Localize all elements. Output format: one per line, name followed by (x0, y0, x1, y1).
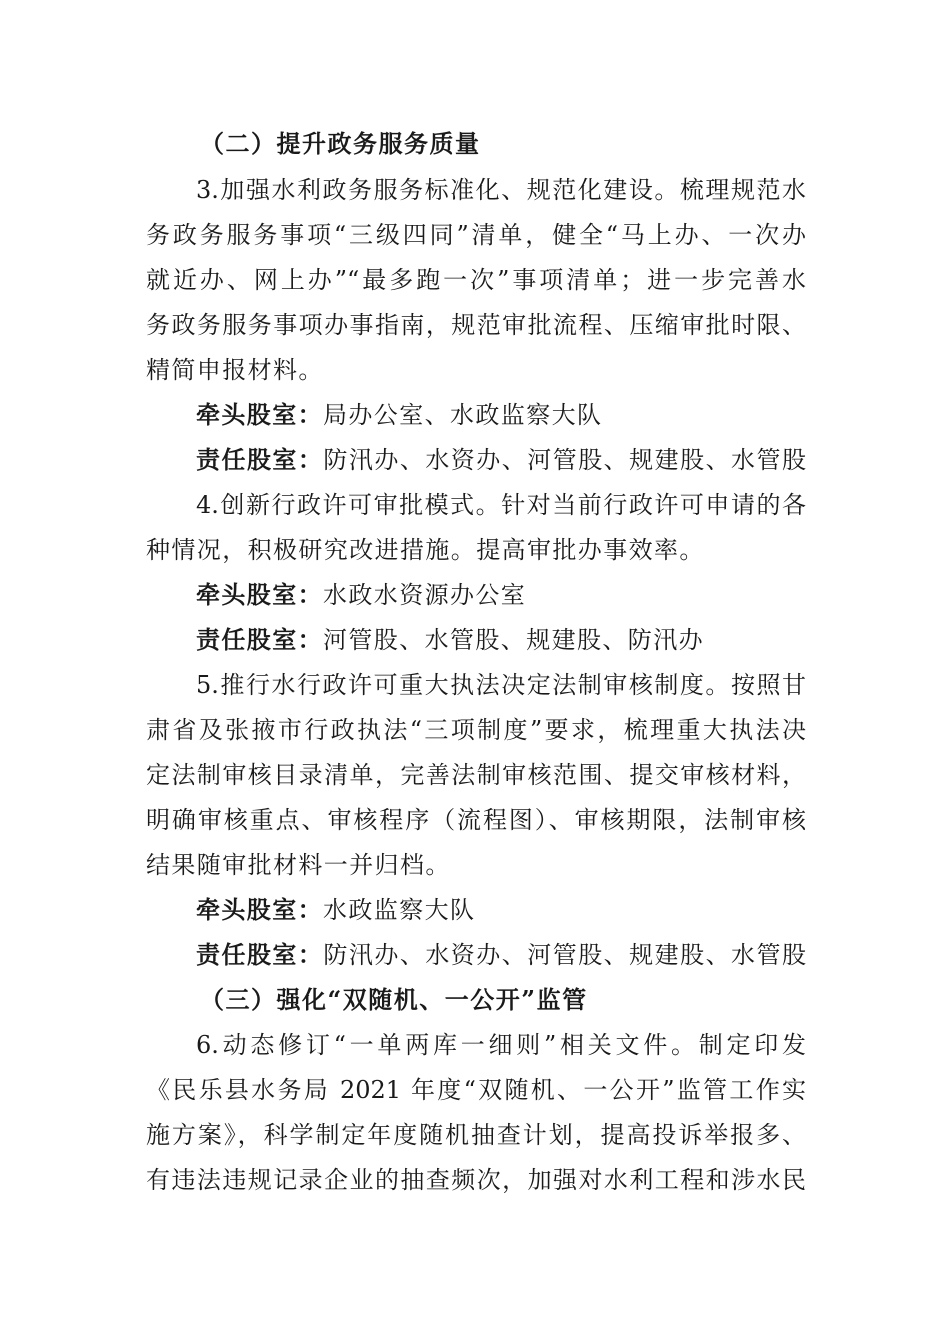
lead-label: 牵头股室： (196, 580, 323, 609)
responsible-department (196, 444, 806, 476)
paragraph-line: 3.加强水利政务服务标准化、规范化建设。梳理规范水 (196, 176, 806, 204)
responsible-department (196, 939, 806, 971)
paragraph-line: 明确审核重点、审核程序（流程图）、审核期限，法制审核 (146, 806, 806, 834)
lead-value: 局办公室、水政监察大队 (323, 401, 603, 429)
lead-label: 牵头股室： (196, 400, 323, 429)
paragraph-line: 定法制审核目录清单，完善法制审核范围、提交审核材料， (146, 761, 806, 789)
responsible-value: 防汛办、水资办、河管股、规建股、水管股 (323, 941, 806, 969)
lead-department (196, 399, 806, 431)
paragraph-line: 4.创新行政许可审批模式。针对当前行政许可申请的各 (196, 491, 806, 519)
responsible-label: 责任股室： (196, 940, 324, 969)
responsible-value: 河管股、水管股、规建股、防汛办 (323, 626, 704, 654)
responsible-department (196, 624, 806, 656)
section-heading-2: （二）提升政务服务质量 (200, 129, 481, 158)
paragraph-line: 务政务服务事项办事指南，规范审批流程、压缩审批时限、 (146, 311, 806, 339)
paragraph-line: 务政务服务事项“三级四同”清单，健全“马上办、一次办 (146, 221, 806, 249)
paragraph-line: 肃省及张掖市行政执法“三项制度”要求，梳理重大执法决 (146, 716, 806, 744)
paragraph-line: 施方案》，科学制定年度随机抽查计划，提高投诉举报多、 (146, 1121, 806, 1149)
responsible-value: 防汛办、水资办、河管股、规建股、水管股 (323, 446, 806, 474)
paragraph-line: 6.动态修订“一单两库一细则”相关文件。制定印发 (196, 1031, 806, 1059)
paragraph-line: 有违法违规记录企业的抽查频次，加强对水利工程和涉水民 (146, 1166, 806, 1194)
paragraph-line: 精简申报材料。 (146, 356, 324, 384)
paragraph-line: 结果随审批材料一并归档。 (146, 851, 451, 879)
section-heading-3: （三）强化“双随机、一公开”监管 (200, 985, 588, 1014)
lead-value: 水政水资源办公室 (323, 581, 527, 609)
paragraph-line: 种情况，积极研究改进措施。提高审批办事效率。 (146, 536, 705, 564)
lead-department (196, 579, 806, 611)
paragraph-line: 5.推行水行政许可重大执法决定法制审核制度。按照甘 (196, 671, 806, 699)
responsible-label: 责任股室： (196, 445, 324, 474)
paragraph-line: 《民乐县水务局 2021 年度“双随机、一公开”监管工作实 (146, 1076, 806, 1104)
lead-department (196, 894, 806, 926)
paragraph-line: 就近办、网上办”“最多跑一次”事项清单；进一步完善水 (146, 266, 806, 294)
lead-value: 水政监察大队 (323, 896, 476, 924)
responsible-label: 责任股室： (196, 625, 323, 654)
lead-label: 牵头股室： (196, 895, 323, 924)
